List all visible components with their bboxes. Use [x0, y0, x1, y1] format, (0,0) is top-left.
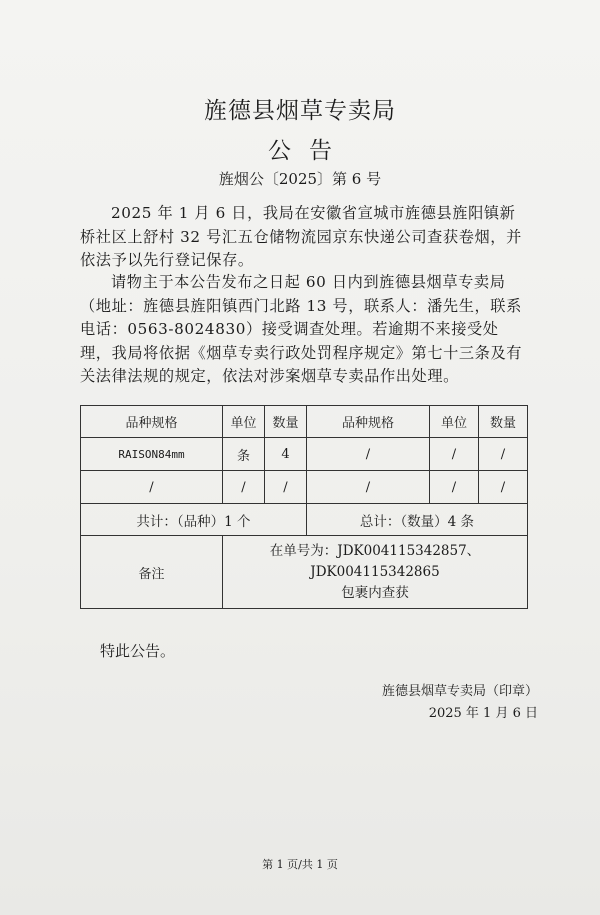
note-label: 备注	[81, 536, 223, 609]
note-line: 包裹内查获	[341, 584, 409, 601]
body-paragraph-2: 请物主于本公告发布之日起 60 日内到旌德县烟草专卖局（地址：旌德县旌阳镇西门北路 13 号，联系人：潘先生，联系电话：0563-8024830）接受调查处理。若逾期不来接受处理，我局将依据《烟草专卖行政处罚程序规定》第七十三条及有关法律法规的规定，依法对涉案烟草专卖品作出处理。	[80, 273, 523, 385]
table-header-row	[81, 406, 528, 438]
table-header-cell: 单位	[430, 406, 479, 438]
total-quantity: 总计：（数量）4 条	[307, 504, 528, 536]
table-cell: /	[307, 438, 430, 471]
page-title: 旌德县烟草专卖局	[204, 98, 396, 124]
table-cell: /	[479, 471, 528, 504]
body-paragraph-1: 2025 年 1 月 6 日，我局在安徽省宣城市旌德县旌阳镇新桥社区上舒村 32 号汇五仓储物流园京东快递公司查获卷烟，并依法予以先行登记保存。	[80, 204, 522, 269]
table-row	[81, 438, 528, 471]
table-header-cell: 数量	[265, 406, 307, 438]
issue-date: 2025 年 1 月 6 日	[428, 706, 538, 721]
table-header-cell: 品种规格	[81, 406, 223, 438]
table-header-cell: 品种规格	[307, 406, 430, 438]
note-line: 在单号为：JDK004115342857、JDK004115342865	[269, 542, 481, 580]
table-cell: /	[81, 471, 223, 504]
table-cell: /	[479, 438, 528, 471]
total-varieties: 共计：（品种）1 个	[81, 504, 307, 536]
table-cell: RAISON84mm	[81, 438, 223, 471]
table-cell: 4	[265, 438, 307, 471]
table-cell: /	[307, 471, 430, 504]
table-note-row	[81, 536, 528, 609]
page-footer: 第 1 页/共 1 页	[262, 858, 338, 871]
document-number: 旌烟公〔2025〕第 6 号	[218, 170, 382, 188]
table-cell: /	[430, 438, 479, 471]
table-cell: /	[223, 471, 265, 504]
issuer-signature: 旌德县烟草专卖局（印章）	[381, 684, 538, 699]
page-subtitle: 公告	[268, 138, 350, 164]
table-row	[81, 471, 528, 504]
table-cell: /	[265, 471, 307, 504]
closing-text: 特此公告。	[100, 642, 176, 660]
table-header-cell: 单位	[223, 406, 265, 438]
table-cell: /	[430, 471, 479, 504]
seized-items-table	[80, 405, 528, 609]
note-content	[223, 536, 528, 609]
table-total-row	[81, 504, 528, 536]
table-header-cell: 数量	[479, 406, 528, 438]
table-cell: 条	[223, 438, 265, 471]
